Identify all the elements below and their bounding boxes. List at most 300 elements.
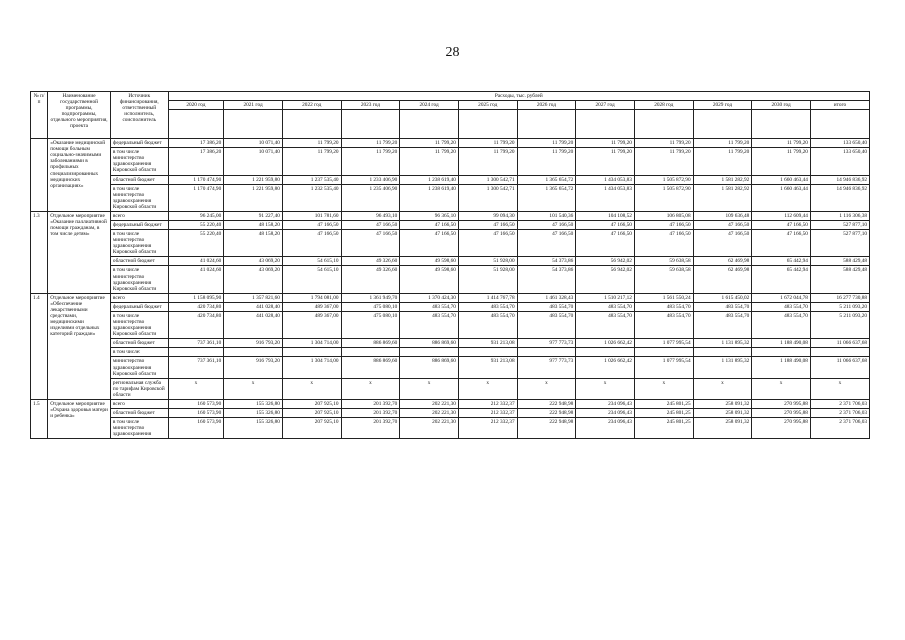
amount-cell [458,348,517,357]
col-expenses-header: Расходы, тыс. рублей [168,92,869,101]
amount-cell: 47 166,50 [400,221,459,230]
amount-cell: 155 326,80 [224,418,283,439]
amount-cell: 483 554,70 [634,302,693,311]
year-header: 2025 год [458,101,517,110]
amount-cell: 1 794 081,00 [282,293,341,302]
amount-cell: 47 166,50 [341,230,400,257]
table-row [31,184,870,211]
amount-cell: 11 799,20 [752,148,811,175]
table-row [31,399,870,408]
amount-cell: 245 801,25 [634,399,693,408]
amount-cell: 1 370 424,30 [400,293,459,302]
header-spacer-cell [224,110,283,139]
funding-source: федеральный бюджет [110,302,168,311]
amount-cell: 207 925,10 [282,418,341,439]
table-body [31,139,870,439]
amount-cell [224,348,283,357]
amount-cell: 10 071,40 [224,148,283,175]
item-name: «Оказание медицинской помощи больным социально-значимыми заболеваниями в профильных специализированных медицинских организациях» [48,139,111,212]
amount-cell: 1 434 053,83 [576,184,635,211]
amount-cell: 202 221,30 [400,418,459,439]
year-header: 2027 год [576,101,635,110]
amount-cell: 54 615,10 [282,266,341,293]
funding-source: в том числе министерство здравоохранения Кировской области [110,311,168,338]
amount-cell: 49 598,60 [400,257,459,266]
amount-cell: 11 799,20 [634,148,693,175]
amount-cell: 1 221 959,80 [224,184,283,211]
amount-cell: 1 581 282,92 [693,175,752,184]
amount-cell: x [576,378,635,399]
table-row [31,408,870,417]
year-header: итого [810,101,869,110]
total-cell: 14 946 836,92 [810,175,869,184]
amount-cell: 916 793,20 [224,339,283,348]
amount-cell: 48 158,20 [224,221,283,230]
amount-cell: 212 332,37 [458,418,517,439]
funding-source: в том числе министерство здравоохранения Кировской области [110,230,168,257]
amount-cell: 234 096,43 [576,408,635,417]
amount-cell: 11 799,20 [517,139,576,148]
table-row [31,378,870,399]
amount-cell: 201 392,70 [341,408,400,417]
amount-cell: 1 365 654,72 [517,175,576,184]
total-cell: 5 211 093,20 [810,311,869,338]
amount-cell: 931 213,08 [458,339,517,348]
amount-cell: x [341,378,400,399]
amount-cell: 55 220,40 [168,221,224,230]
funding-source: областной бюджет [110,339,168,348]
amount-cell: x [693,378,752,399]
amount-cell: 886 869,60 [341,357,400,378]
amount-cell: 483 554,70 [517,311,576,338]
amount-cell: 737 361,10 [168,357,224,378]
amount-cell: 1 660 463,44 [752,175,811,184]
amount-cell: 47 166,50 [517,221,576,230]
amount-cell: 47 166,50 [458,230,517,257]
funding-source: федеральный бюджет [110,221,168,230]
amount-cell: 931 213,08 [458,357,517,378]
table-row [31,311,870,338]
amount-cell: 1 561 550,24 [634,293,693,302]
table-row [31,302,870,311]
header-spacer-cell [458,110,517,139]
amount-cell: 109 636,48 [693,211,752,220]
amount-cell: 11 799,20 [341,139,400,148]
amount-cell: 11 799,20 [341,148,400,175]
header-spacer-cell [576,110,635,139]
amount-cell: 212 332,37 [458,399,517,408]
header-spacer-cell [810,110,869,139]
amount-cell: x [168,378,224,399]
amount-cell: 47 166,50 [341,221,400,230]
amount-cell [752,348,811,357]
amount-cell: 886 869,60 [341,339,400,348]
amount-cell: 1 131 895,32 [693,339,752,348]
table-row [31,257,870,266]
amount-cell: 47 166,50 [458,221,517,230]
amount-cell: 47 166,50 [400,230,459,257]
year-header: 2022 год [282,101,341,110]
header-spacer-cell [517,110,576,139]
amount-cell: 56 942,02 [576,257,635,266]
table-row [31,148,870,175]
amount-cell: 54 615,10 [282,257,341,266]
item-name: Отдельное мероприятие «Оказание паллиативной помощи гражданам, в том числе детям» [48,211,111,293]
header-spacer-cell [693,110,752,139]
amount-cell: 17 386,20 [168,139,224,148]
funding-source: всего [110,211,168,220]
header-spacer-cell [168,110,224,139]
budget-table [30,91,870,439]
amount-cell: 1 615 450,02 [693,293,752,302]
amount-cell: 916 793,20 [224,357,283,378]
col-num-header: № п/п [31,92,48,139]
amount-cell [168,348,224,357]
amount-cell: 212 332,37 [458,408,517,417]
amount-cell: x [400,378,459,399]
total-cell: 11 066 637,68 [810,357,869,378]
amount-cell: x [752,378,811,399]
amount-cell: 47 166,50 [752,221,811,230]
amount-cell: 47 166,50 [634,230,693,257]
amount-cell: 1 365 654,72 [517,184,576,211]
funding-source: министерство здравоохранения Кировской области [110,357,168,378]
amount-cell: 155 326,80 [224,399,283,408]
table-row [31,266,870,293]
amount-cell: 11 799,20 [517,148,576,175]
page-number: 28 [445,45,460,60]
amount-cell: 258 091,32 [693,408,752,417]
amount-cell: 51 928,00 [458,266,517,293]
year-header: 2021 год [224,101,283,110]
amount-cell: 11 799,20 [458,148,517,175]
amount-cell: 47 166,50 [634,221,693,230]
amount-cell: x [224,378,283,399]
total-cell: 588 429,48 [810,266,869,293]
amount-cell: 886 869,60 [400,339,459,348]
amount-cell: 59 638,58 [634,266,693,293]
amount-cell: 270 995,88 [752,408,811,417]
funding-source: региональная служба по тарифам Кировской области [110,378,168,399]
header-spacer-cell [341,110,400,139]
item-number: 1.3 [31,211,48,293]
total-cell: 1 116 306,38 [810,211,869,220]
amount-cell: 977 773,73 [517,339,576,348]
year-header: 2026 год [517,101,576,110]
amount-cell: 1 505 872,90 [634,175,693,184]
amount-cell: 47 166,50 [282,230,341,257]
amount-cell: 475 080,10 [341,311,400,338]
funding-source: в том числе министерство здравоохранения [110,418,168,439]
amount-cell: 420 734,80 [168,302,224,311]
amount-cell: 11 799,20 [634,139,693,148]
amount-cell: 55 220,40 [168,230,224,257]
total-cell: 588 429,48 [810,257,869,266]
header-spacer-cell [282,110,341,139]
amount-cell: 737 361,10 [168,339,224,348]
amount-cell: 96 245,00 [168,211,224,220]
amount-cell: 47 166,50 [693,221,752,230]
amount-cell: 160 573,90 [168,408,224,417]
year-header: 2023 год [341,101,400,110]
amount-cell: 11 799,20 [576,139,635,148]
amount-cell: 104 108,52 [576,211,635,220]
amount-cell: 483 554,70 [693,302,752,311]
amount-cell: 441 028,40 [224,311,283,338]
amount-cell: 47 166,50 [576,221,635,230]
funding-source: областной бюджет [110,408,168,417]
amount-cell: 222 948,98 [517,399,576,408]
amount-cell: 1 170 474,90 [168,184,224,211]
amount-cell: 155 326,80 [224,408,283,417]
total-cell: x [810,378,869,399]
amount-cell: 1 238 619,40 [400,175,459,184]
amount-cell: 65 442,94 [752,257,811,266]
amount-cell: 441 028,40 [224,302,283,311]
amount-cell: 11 799,20 [693,148,752,175]
amount-cell: 886 869,60 [400,357,459,378]
amount-cell: 483 554,70 [634,311,693,338]
table-row [31,211,870,220]
amount-cell: 1 077 995,54 [634,339,693,348]
amount-cell: 56 942,02 [576,266,635,293]
amount-cell: 47 166,50 [752,230,811,257]
amount-cell: 475 080,10 [341,302,400,311]
total-cell: 527 877,10 [810,221,869,230]
amount-cell: 1 300 542,71 [458,184,517,211]
table-row [31,418,870,439]
amount-cell: 483 554,70 [458,302,517,311]
amount-cell: 1 235 406,90 [341,184,400,211]
amount-cell: 245 801,25 [634,418,693,439]
funding-source: федеральный бюджет [110,139,168,148]
amount-cell: 49 326,60 [341,257,400,266]
amount-cell: 96 493,10 [341,211,400,220]
amount-cell: 59 638,58 [634,257,693,266]
funding-source: областной бюджет [110,175,168,184]
amount-cell: 47 166,50 [282,221,341,230]
funding-source: в том числе: [110,348,168,357]
amount-cell: 11 799,20 [458,139,517,148]
amount-cell: 54 373,86 [517,257,576,266]
amount-cell: 483 554,70 [693,311,752,338]
amount-cell: 1 461 328,43 [517,293,576,302]
amount-cell: 10 071,40 [224,139,283,148]
total-cell [810,348,869,357]
header-spacer-cell [400,110,459,139]
amount-cell: 1 434 053,83 [576,175,635,184]
header-spacer-cell [752,110,811,139]
year-header: 2028 год [634,101,693,110]
total-cell: 2 371 706,03 [810,418,869,439]
funding-source: областной бюджет [110,257,168,266]
amount-cell: 48 158,20 [224,230,283,257]
amount-cell: 420 734,80 [168,311,224,338]
amount-cell: 483 554,70 [576,311,635,338]
funding-source: всего [110,293,168,302]
total-cell: 527 877,10 [810,230,869,257]
amount-cell: 41 024,60 [168,266,224,293]
amount-cell [693,348,752,357]
funding-source: в том числе министерство здравоохранения Кировской области [110,266,168,293]
total-cell: 2 371 706,03 [810,399,869,408]
amount-cell: 234 096,43 [576,399,635,408]
amount-cell: 202 221,30 [400,408,459,417]
amount-cell: x [634,378,693,399]
amount-cell: 245 801,25 [634,408,693,417]
year-header: 2020 год [168,101,224,110]
amount-cell: 47 166,50 [517,230,576,257]
amount-cell [634,348,693,357]
amount-cell: 1 357 821,60 [224,293,283,302]
total-cell: 16 277 730,88 [810,293,869,302]
col-name-header: Наименование государственной программы, подпрограммы, отдельного мероприятия, проекта [48,92,111,139]
funding-source: в том числе министерство здравоохранения Кировской области [110,148,168,175]
amount-cell: 483 554,70 [400,302,459,311]
total-cell: 14 946 836,92 [810,184,869,211]
amount-cell: 489 367,00 [282,311,341,338]
item-name: Отдельное мероприятие «Обеспечение лекарственными средствами, медицинскими изделиями отдельных категорий граждан» [48,293,111,399]
amount-cell: 62 469,98 [693,266,752,293]
amount-cell: 43 069,20 [224,266,283,293]
amount-cell: 270 995,88 [752,399,811,408]
amount-cell: 41 024,60 [168,257,224,266]
amount-cell [517,348,576,357]
amount-cell: 234 096,43 [576,418,635,439]
table-row [31,348,870,357]
amount-cell: 11 799,20 [752,139,811,148]
amount-cell: 201 392,70 [341,418,400,439]
amount-cell: 11 799,20 [693,139,752,148]
amount-cell: 1 238 619,40 [400,184,459,211]
amount-cell [400,348,459,357]
amount-cell: 47 166,50 [693,230,752,257]
amount-cell: 65 442,94 [752,266,811,293]
total-cell: 133 650,40 [810,148,869,175]
funding-source: в том числе министерство здравоохранения Кировской области [110,184,168,211]
amount-cell: 483 554,70 [752,311,811,338]
total-cell: 2 371 706,03 [810,408,869,417]
amount-cell: 222 948,98 [517,408,576,417]
amount-cell: 1 510 217,12 [576,293,635,302]
amount-cell: 1 237 535,40 [282,175,341,184]
amount-cell: 1 026 662,42 [576,357,635,378]
amount-cell: 62 469,98 [693,257,752,266]
amount-cell: 1 232 535,40 [282,184,341,211]
amount-cell: 1 077 995,54 [634,357,693,378]
col-source-header: Источник финансирования, ответственный исполнитель, соисполнитель [110,92,168,139]
table-row [31,230,870,257]
amount-cell: 11 799,20 [282,139,341,148]
amount-cell: 202 221,30 [400,399,459,408]
table-row [31,221,870,230]
item-name: Отдельное мероприятие «Охрана здоровья матери и ребенка» [48,399,111,438]
amount-cell: 483 554,70 [400,311,459,338]
amount-cell: x [282,378,341,399]
table-row [31,139,870,148]
amount-cell: 489 367,00 [282,302,341,311]
funding-source: всего [110,399,168,408]
amount-cell: 1 300 542,71 [458,175,517,184]
item-number: 1.4 [31,293,48,399]
year-header: 2030 год [752,101,811,110]
amount-cell: 99 094,30 [458,211,517,220]
amount-cell: 1 131 895,32 [693,357,752,378]
item-number [31,139,48,212]
amount-cell: 1 188 490,08 [752,339,811,348]
amount-cell: 1 158 095,90 [168,293,224,302]
amount-cell: 1 505 872,90 [634,184,693,211]
amount-cell: 258 091,32 [693,399,752,408]
item-number: 1.5 [31,399,48,438]
amount-cell: 49 326,60 [341,266,400,293]
amount-cell: 1 026 662,42 [576,339,635,348]
amount-cell: 112 609,44 [752,211,811,220]
amount-cell: 483 554,70 [752,302,811,311]
amount-cell: 483 554,70 [458,311,517,338]
amount-cell: 207 925,10 [282,408,341,417]
amount-cell: 1 233 406,90 [341,175,400,184]
amount-cell: 1 672 044,78 [752,293,811,302]
amount-cell: 258 091,32 [693,418,752,439]
amount-cell: 483 554,70 [517,302,576,311]
amount-cell: 1 221 959,80 [224,175,283,184]
amount-cell [576,348,635,357]
table-row [31,357,870,378]
amount-cell: 11 799,20 [400,139,459,148]
amount-cell: 222 948,98 [517,418,576,439]
amount-cell: 1 361 949,70 [341,293,400,302]
total-cell: 11 066 637,68 [810,339,869,348]
amount-cell [282,348,341,357]
table-row [31,339,870,348]
amount-cell: 106 805,08 [634,211,693,220]
table-row [31,293,870,302]
amount-cell: 1 414 767,78 [458,293,517,302]
amount-cell: 1 304 714,00 [282,357,341,378]
year-header: 2029 год [693,101,752,110]
amount-cell: 43 069,20 [224,257,283,266]
amount-cell: 11 799,20 [282,148,341,175]
amount-cell: x [458,378,517,399]
amount-cell: 1 581 282,92 [693,184,752,211]
amount-cell: 1 188 490,08 [752,357,811,378]
amount-cell: 96 365,10 [400,211,459,220]
amount-cell: 54 373,86 [517,266,576,293]
amount-cell: 11 799,20 [576,148,635,175]
table-row [31,175,870,184]
amount-cell: 51 928,00 [458,257,517,266]
amount-cell: 1 304 714,00 [282,339,341,348]
year-header: 2024 год [400,101,459,110]
amount-cell: 11 799,20 [400,148,459,175]
amount-cell: 91 227,40 [224,211,283,220]
amount-cell: 101 540,36 [517,211,576,220]
amount-cell: 17 386,20 [168,148,224,175]
amount-cell: 207 925,10 [282,399,341,408]
amount-cell: 1 170 474,90 [168,175,224,184]
amount-cell: 201 392,70 [341,399,400,408]
amount-cell: 1 660 463,44 [752,184,811,211]
amount-cell: 47 166,50 [576,230,635,257]
amount-cell: 160 573,90 [168,399,224,408]
amount-cell: 483 554,70 [576,302,635,311]
amount-cell: 270 995,88 [752,418,811,439]
amount-cell: x [517,378,576,399]
amount-cell: 977 773,73 [517,357,576,378]
header-spacer-cell [634,110,693,139]
header-row-1 [31,92,870,101]
